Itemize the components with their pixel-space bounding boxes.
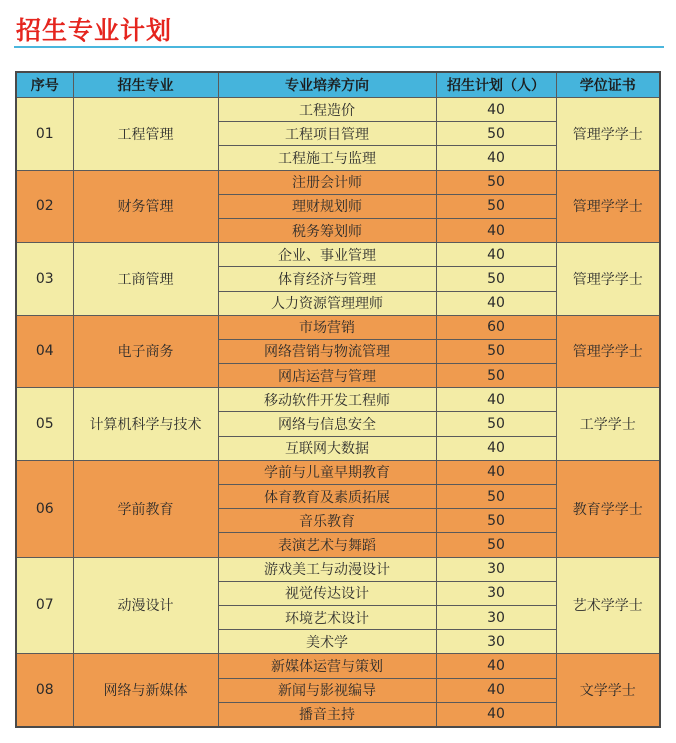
table-header-row	[16, 72, 660, 98]
direction-name: 互联网大数据	[218, 436, 436, 460]
table-row	[16, 243, 660, 267]
enrollment-count: 50	[436, 364, 556, 388]
enrollment-count: 50	[436, 533, 556, 557]
header-plan: 招生计划（人）	[436, 72, 556, 98]
direction-name: 移动软件开发工程师	[218, 388, 436, 412]
direction-name: 表演艺术与舞蹈	[218, 533, 436, 557]
direction-name: 注册会计师	[218, 170, 436, 194]
direction-name: 体育教育及素质拓展	[218, 485, 436, 509]
direction-name: 工程项目管理	[218, 122, 436, 146]
enrollment-count: 30	[436, 605, 556, 629]
direction-name: 环境艺术设计	[218, 605, 436, 629]
degree-certificate: 管理学学士	[556, 243, 660, 316]
direction-name: 学前与儿童早期教育	[218, 460, 436, 484]
direction-name: 播音主持	[218, 702, 436, 727]
header-no: 序号	[16, 72, 73, 98]
enrollment-count: 30	[436, 557, 556, 581]
table-row	[16, 315, 660, 339]
major-number: 02	[16, 170, 73, 243]
enrollment-count: 50	[436, 485, 556, 509]
direction-name: 企业、事业管理	[218, 243, 436, 267]
direction-name: 新媒体运营与策划	[218, 654, 436, 678]
enrollment-count: 60	[436, 315, 556, 339]
direction-name: 工程造价	[218, 98, 436, 122]
header-degree: 学位证书	[556, 72, 660, 98]
major-name: 工程管理	[73, 98, 218, 171]
enrollment-count: 40	[436, 218, 556, 242]
table-body	[16, 98, 660, 727]
enrollment-count: 40	[436, 388, 556, 412]
direction-name: 网店运营与管理	[218, 364, 436, 388]
title-divider	[14, 46, 664, 48]
enrollment-count: 50	[436, 339, 556, 363]
enrollment-plan-table	[15, 71, 661, 728]
enrollment-count: 40	[436, 291, 556, 315]
direction-name: 理财规划师	[218, 194, 436, 218]
major-number: 05	[16, 388, 73, 461]
table-row	[16, 98, 660, 122]
enrollment-count: 50	[436, 122, 556, 146]
header-major: 招生专业	[73, 72, 218, 98]
enrollment-count: 40	[436, 654, 556, 678]
major-number: 07	[16, 557, 73, 654]
degree-certificate: 文学学士	[556, 654, 660, 727]
table-row	[16, 388, 660, 412]
major-name: 电子商务	[73, 315, 218, 388]
header-direction: 专业培养方向	[218, 72, 436, 98]
degree-certificate: 管理学学士	[556, 98, 660, 171]
table-row	[16, 170, 660, 194]
major-name: 网络与新媒体	[73, 654, 218, 727]
enrollment-count: 40	[436, 146, 556, 170]
table-row	[16, 557, 660, 581]
direction-name: 游戏美工与动漫设计	[218, 557, 436, 581]
major-number: 03	[16, 243, 73, 316]
enrollment-count: 40	[436, 98, 556, 122]
degree-certificate: 管理学学士	[556, 170, 660, 243]
direction-name: 税务筹划师	[218, 218, 436, 242]
major-number: 01	[16, 98, 73, 171]
enrollment-count: 50	[436, 509, 556, 533]
direction-name: 人力资源管理理师	[218, 291, 436, 315]
direction-name: 市场营销	[218, 315, 436, 339]
direction-name: 网络与信息安全	[218, 412, 436, 436]
degree-certificate: 艺术学学士	[556, 557, 660, 654]
enrollment-count: 40	[436, 702, 556, 727]
table-row	[16, 654, 660, 678]
enrollment-count: 50	[436, 412, 556, 436]
direction-name: 体育经济与管理	[218, 267, 436, 291]
enrollment-count: 40	[436, 678, 556, 702]
major-name: 财务管理	[73, 170, 218, 243]
major-name: 工商管理	[73, 243, 218, 316]
enrollment-count: 40	[436, 243, 556, 267]
page-title: 招生专业计划	[16, 16, 173, 45]
major-name: 动漫设计	[73, 557, 218, 654]
enrollment-count: 40	[436, 460, 556, 484]
enrollment-count: 50	[436, 267, 556, 291]
major-name: 计算机科学与技术	[73, 388, 218, 461]
degree-certificate: 工学学士	[556, 388, 660, 461]
direction-name: 网络营销与物流管理	[218, 339, 436, 363]
major-number: 06	[16, 460, 73, 557]
table-row	[16, 460, 660, 484]
major-name: 学前教育	[73, 460, 218, 557]
enrollment-count: 30	[436, 581, 556, 605]
direction-name: 美术学	[218, 630, 436, 654]
degree-certificate: 教育学学士	[556, 460, 660, 557]
enrollment-count: 40	[436, 436, 556, 460]
enrollment-count: 50	[436, 194, 556, 218]
enrollment-count: 30	[436, 630, 556, 654]
direction-name: 音乐教育	[218, 509, 436, 533]
direction-name: 工程施工与监理	[218, 146, 436, 170]
major-number: 08	[16, 654, 73, 727]
direction-name: 视觉传达设计	[218, 581, 436, 605]
direction-name: 新闻与影视编导	[218, 678, 436, 702]
degree-certificate: 管理学学士	[556, 315, 660, 388]
enrollment-count: 50	[436, 170, 556, 194]
major-number: 04	[16, 315, 73, 388]
